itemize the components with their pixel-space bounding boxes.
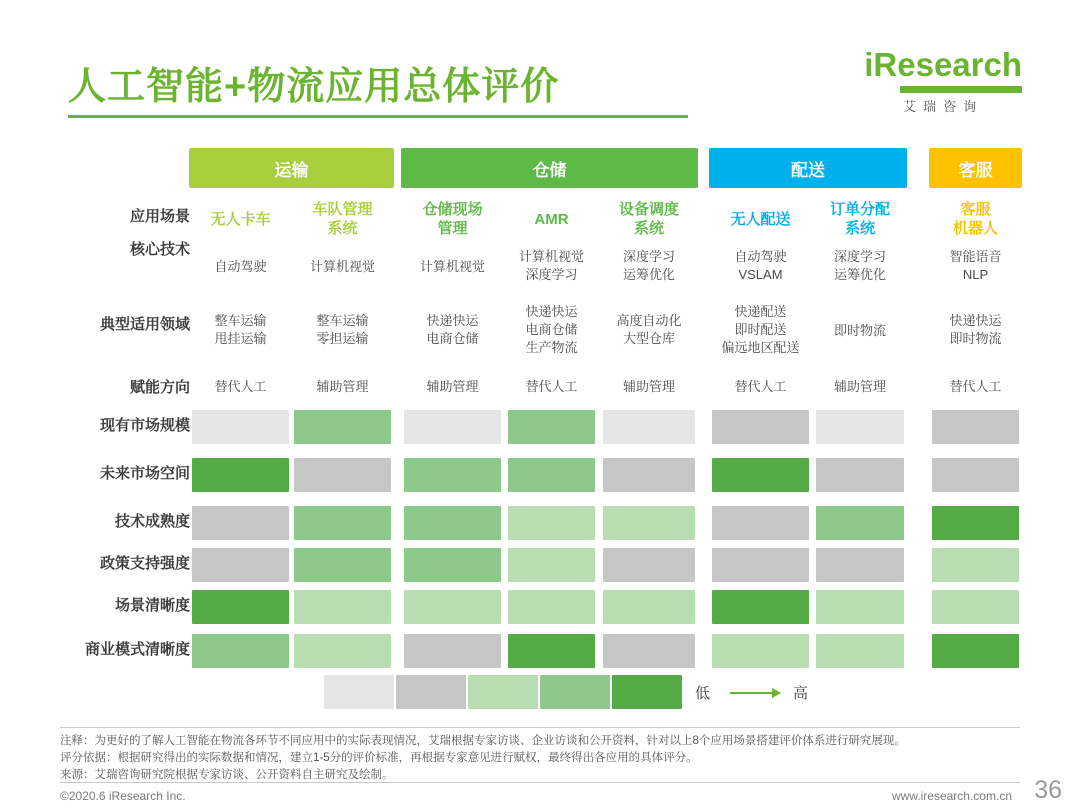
scenario-name: 仓储现场 管理	[422, 201, 483, 237]
legend-swatch	[540, 675, 610, 709]
score-cell	[932, 506, 1019, 540]
row-label: 场景清晰度	[114, 597, 190, 614]
score-cell	[192, 458, 289, 492]
empowerment-direction: 替代人工	[734, 379, 787, 394]
score-cell	[508, 590, 595, 624]
score-cell	[508, 548, 595, 582]
scenario-name: 无人配送	[730, 211, 791, 228]
copyright: ©2020.6 iResearch Inc.	[60, 789, 186, 803]
scenario-name: 车队管理 系统	[312, 201, 373, 237]
row-label: 现有市场规模	[99, 417, 190, 434]
score-cell	[192, 548, 289, 582]
score-cell	[816, 548, 904, 582]
row-label: 技术成熟度	[114, 513, 190, 530]
row-label: 赋能方向	[129, 379, 190, 396]
legend-swatch	[396, 675, 466, 709]
applicable-field: 快递快运 电商仓储 生产物流	[525, 304, 578, 355]
score-cell	[932, 634, 1019, 668]
core-technology: 自动驾驶	[214, 259, 267, 274]
core-technology: 自动驾驶 VSLAM	[734, 249, 787, 282]
score-cell	[712, 634, 809, 668]
empowerment-direction: 辅助管理	[622, 379, 675, 394]
scenario-name: AMR	[534, 211, 569, 228]
empowerment-direction: 辅助管理	[833, 379, 886, 394]
score-cell	[294, 410, 391, 444]
note-divider	[60, 727, 1020, 728]
score-cell	[192, 506, 289, 540]
category-label: 客服	[958, 160, 993, 180]
category-label: 运输	[274, 160, 309, 180]
note-line-1: 注释：为更好的了解人工智能在物流各环节不同应用中的实际表现情况，艾瑞根据专家访谈、企业访谈和公开资料，针对以上8个应用场景搭建评价体系进行研究展现。	[60, 735, 906, 747]
score-cell	[603, 506, 695, 540]
iresearch-logo	[864, 48, 1022, 115]
legend-swatch	[468, 675, 538, 709]
score-cell	[603, 410, 695, 444]
title-underline	[68, 115, 688, 118]
applicable-field: 快递快运 电商仓储	[426, 313, 479, 346]
row-label: 商业模式清晰度	[84, 641, 190, 658]
applicable-field: 高度自动化 大型仓库	[616, 313, 682, 346]
note-line-3: 来源：艾瑞咨询研究院根据专家访谈、公开资料自主研究及绘制。	[60, 769, 394, 781]
score-cell	[508, 458, 595, 492]
score-cell	[816, 458, 904, 492]
footer-divider	[60, 782, 1020, 783]
applicable-field: 整车运输 零担运输	[316, 313, 369, 346]
website-url: www.iresearch.com.cn	[891, 789, 1012, 803]
scenario-name: 订单分配 系统	[829, 201, 890, 237]
legend-arrow-icon	[730, 692, 780, 694]
legend-swatch	[324, 675, 394, 709]
row-label: 核心技术	[129, 241, 190, 258]
score-cell	[816, 634, 904, 668]
scenario-name: 无人卡车	[210, 211, 271, 228]
legend-swatch	[612, 675, 682, 709]
note-line-2: 评分依据：根据研究得出的实际数据和情况，建立1-5分的评价标准，再根据专家意见进行赋权，最终得出各应用的具体评分。	[60, 752, 698, 764]
score-cell	[508, 410, 595, 444]
score-cell	[932, 590, 1019, 624]
score-cell	[294, 506, 391, 540]
score-cell	[816, 410, 904, 444]
score-cell	[712, 506, 809, 540]
core-technology: 计算机视觉	[309, 259, 375, 274]
empowerment-direction: 替代人工	[949, 379, 1002, 394]
logo-subtitle: 艾瑞咨询	[903, 99, 984, 114]
score-cell	[712, 410, 809, 444]
row-label: 政策支持强度	[99, 555, 190, 572]
score-cell	[603, 634, 695, 668]
empowerment-direction: 辅助管理	[316, 379, 369, 394]
category-band	[401, 148, 698, 188]
score-cell	[508, 634, 595, 668]
score-cell	[816, 590, 904, 624]
score-cell	[404, 506, 501, 540]
score-cell	[192, 634, 289, 668]
score-cell	[603, 590, 695, 624]
score-cell	[603, 548, 695, 582]
score-cell	[294, 458, 391, 492]
row-label: 典型适用领域	[99, 316, 190, 333]
scenario-name: 客服 机器人	[952, 201, 998, 237]
core-technology: 计算机视觉 深度学习	[518, 249, 584, 282]
row-label: 应用场景	[129, 208, 190, 225]
applicable-field: 整车运输 甩挂运输	[214, 313, 267, 346]
score-cell	[404, 634, 501, 668]
logo-wordmark: iResearch	[864, 46, 1022, 83]
score-cell	[932, 548, 1019, 582]
score-cell	[404, 590, 501, 624]
score-cell	[294, 634, 391, 668]
score-cell	[192, 590, 289, 624]
core-technology: 深度学习 运筹优化	[833, 249, 886, 282]
legend-high-label: 高	[793, 685, 809, 702]
score-cell	[404, 410, 501, 444]
scenario-name: 设备调度 系统	[618, 201, 679, 237]
score-cell	[932, 458, 1019, 492]
legend-low-label: 低	[695, 685, 711, 702]
empowerment-direction: 辅助管理	[426, 379, 479, 394]
score-cell	[712, 548, 809, 582]
score-cell	[192, 410, 289, 444]
empowerment-direction: 替代人工	[214, 379, 267, 394]
empowerment-direction: 替代人工	[525, 379, 578, 394]
core-technology: 智能语音 NLP	[949, 249, 1002, 282]
category-label: 配送	[791, 160, 825, 180]
core-technology: 计算机视觉	[419, 259, 485, 274]
page-number: 36	[1034, 776, 1062, 804]
applicable-field: 快递配送 即时配送 偏远地区配送	[721, 304, 800, 355]
core-technology: 深度学习 运筹优化	[622, 249, 675, 282]
score-cell	[712, 590, 809, 624]
score-cell	[603, 458, 695, 492]
category-band	[189, 148, 394, 188]
logo-bar	[900, 86, 1022, 93]
category-band	[709, 148, 907, 188]
page-title: 人工智能+物流应用总体评价	[68, 66, 560, 108]
score-cell	[508, 506, 595, 540]
score-cell	[712, 458, 809, 492]
score-cell	[404, 548, 501, 582]
score-cell	[932, 410, 1019, 444]
score-cell	[816, 506, 904, 540]
score-cell	[294, 590, 391, 624]
applicable-field: 即时物流	[833, 323, 886, 338]
category-band	[929, 148, 1022, 188]
score-cell	[294, 548, 391, 582]
category-label: 仓储	[532, 160, 567, 180]
score-cell	[404, 458, 501, 492]
applicable-field: 快递快运 即时物流	[949, 313, 1002, 346]
row-label: 未来市场空间	[99, 465, 190, 482]
